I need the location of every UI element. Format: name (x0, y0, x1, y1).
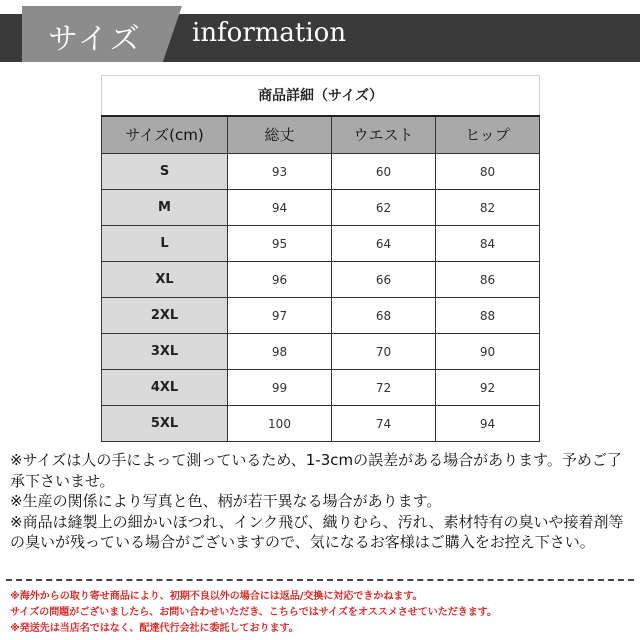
header-length: 総丈 (228, 116, 332, 154)
waist-cell: 68 (332, 298, 436, 334)
note-color: ※生産の関係により写真と色、柄が若干異なる場合があります。 (10, 492, 442, 510)
table-caption: 商品詳細（サイズ） (102, 76, 540, 116)
table-row (102, 370, 540, 406)
table-header-row (102, 116, 540, 154)
length-cell: 94 (228, 190, 332, 226)
size-cell: 2XL (102, 298, 228, 334)
waist-cell: 60 (332, 154, 436, 190)
warning-returns: ※海外からの取り寄せ商品により、初期不良以外の場合には返品/交換に対応できかねます。 (10, 591, 423, 602)
header-hip: ヒップ (436, 116, 540, 154)
header-size: サイズ(cm) (102, 116, 228, 154)
waist-cell: 70 (332, 334, 436, 370)
length-cell: 96 (228, 262, 332, 298)
size-cell: XL (102, 262, 228, 298)
note-quality: ※商品は縫製上の細かいほつれ、インク飛び、織りむら、汚れ、素材特有の臭いや接着剤等の臭いが残っている場合がございますので、気になるお客様はご購入をお控え下さい。 (10, 512, 624, 551)
waist-cell: 72 (332, 370, 436, 406)
hip-cell: 80 (436, 154, 540, 190)
waist-cell: 66 (332, 262, 436, 298)
warning-section (10, 589, 634, 637)
header-waist: ウエスト (332, 116, 436, 154)
table-row (102, 334, 540, 370)
length-cell: 93 (228, 154, 332, 190)
size-cell: 3XL (102, 334, 228, 370)
size-cell: M (102, 190, 228, 226)
hip-cell: 94 (436, 406, 540, 442)
table-row (102, 154, 540, 190)
size-cell: 5XL (102, 406, 228, 442)
hip-cell: 82 (436, 190, 540, 226)
length-cell: 100 (228, 406, 332, 442)
table-row (102, 262, 540, 298)
header-tab-label: サイズ (48, 22, 142, 57)
waist-cell: 64 (332, 226, 436, 262)
hip-cell: 92 (436, 370, 540, 406)
hip-cell: 86 (436, 262, 540, 298)
size-table-container (101, 75, 539, 442)
notes-section (10, 450, 634, 553)
dashed-divider (6, 579, 634, 581)
length-cell: 95 (228, 226, 332, 262)
length-cell: 99 (228, 370, 332, 406)
table-row (102, 406, 540, 442)
hip-cell: 90 (436, 334, 540, 370)
table-row (102, 298, 540, 334)
table-row (102, 190, 540, 226)
waist-cell: 74 (332, 406, 436, 442)
table-caption-row (102, 76, 540, 116)
header-info-label: information (192, 18, 347, 48)
warning-size: サイズの問題がございましたら、お問い合わせいただき、こちらではサイズをオススメさせていただきます。 (10, 607, 497, 618)
waist-cell: 62 (332, 190, 436, 226)
length-cell: 98 (228, 334, 332, 370)
section-header (0, 0, 640, 62)
size-table (101, 75, 540, 442)
size-cell: S (102, 154, 228, 190)
size-cell: L (102, 226, 228, 262)
table-row (102, 226, 540, 262)
note-measurement: ※サイズは人の手によって測っているため、1-3cmの誤差がある場合があります。予めご了承下さいませ。 (10, 451, 622, 490)
size-cell: 4XL (102, 370, 228, 406)
length-cell: 97 (228, 298, 332, 334)
warning-shipping: ※発送先は当店名ではなく、配達代行会社に委託しております。 (10, 623, 299, 634)
hip-cell: 88 (436, 298, 540, 334)
hip-cell: 84 (436, 226, 540, 262)
